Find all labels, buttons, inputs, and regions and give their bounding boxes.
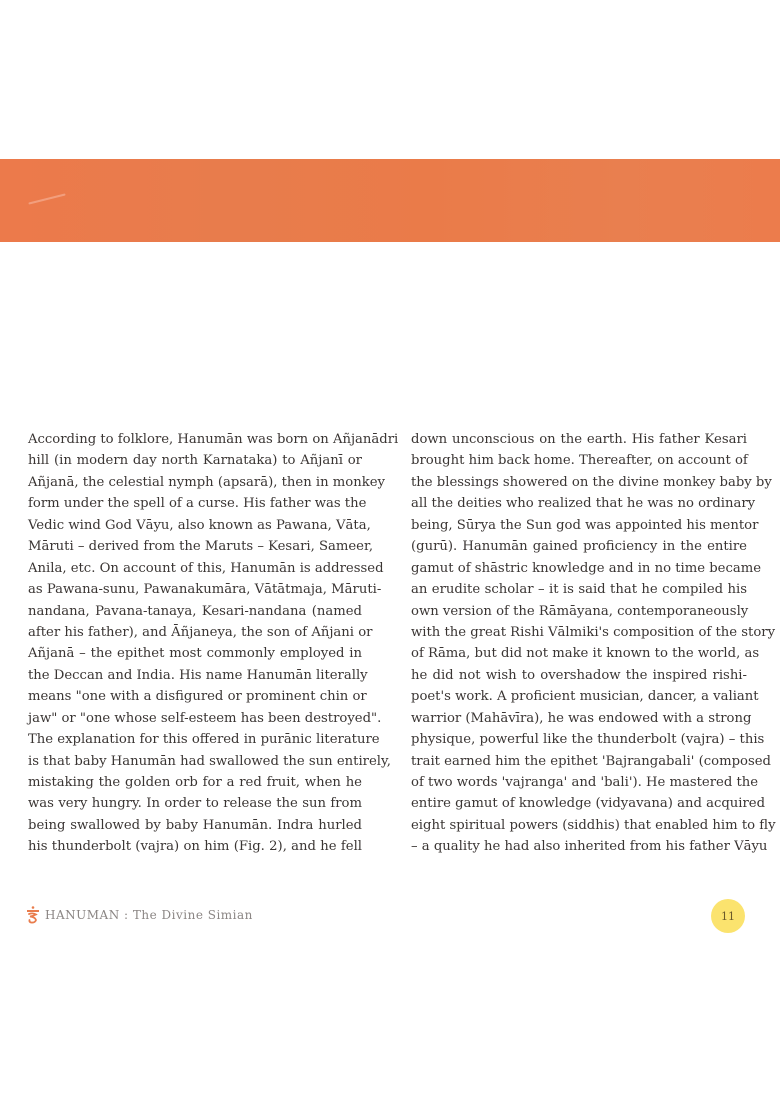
- text-line: his thunderbolt (vajra) on him (Fig. 2), and he fell: [28, 839, 362, 855]
- footer-book-title: HANUMAN : The Divine Simian: [45, 908, 253, 922]
- text-line: hill (in modern day north Karnataka) to Añjanī or: [28, 453, 362, 469]
- text-line: with the great Rishi Vālmiki's composition of the story: [411, 624, 776, 640]
- text-line: being swallowed by baby Hanumān. Indra hurled: [28, 817, 362, 833]
- text-line: Añjanā – the epithet most commonly employed in: [28, 646, 362, 662]
- text-line: was very hungry. In order to release the sun from: [28, 796, 362, 812]
- text-line: Anila, etc. On account of this, Hanumān is addressed: [28, 560, 384, 576]
- text-line: brought him back home. Thereafter, on account of: [411, 453, 748, 469]
- page-number-badge: [711, 899, 745, 933]
- text-line: The explanation for this offered in purānic literature: [28, 732, 380, 748]
- text-line: down unconscious on the earth. His father Kesari: [411, 432, 747, 447]
- page-number: 11: [721, 909, 735, 923]
- text-line: nandana, Pavana-tanaya, Kesari-nandana (named: [28, 603, 362, 619]
- devanagari-ha-icon: [27, 906, 39, 924]
- text-line: all the deities who realized that he was no ordinary: [411, 496, 756, 512]
- text-line: Añjanā, the celestial nymph (apsarā), then in monkey: [28, 474, 385, 490]
- text-line: after his father), and Āñjaneya, the son of Añjani or: [28, 624, 373, 640]
- text-line: jaw" or "one whose self-esteem has been destroyed".: [28, 710, 382, 726]
- header-color-band: [0, 159, 780, 242]
- running-footer: [27, 906, 253, 924]
- text-line: form under the spell of a curse. His father was the: [28, 496, 367, 512]
- text-line: of Rāma, but did not make it known to the world, as: [411, 646, 760, 662]
- text-line: Vedic wind God Vāyu, also known as Pawana, Vāta,: [28, 517, 371, 533]
- text-line: (gurū). Hanumān gained proficiency in the entire: [411, 539, 747, 555]
- text-line: warrior (Mahāvīra), he was endowed with a strong: [411, 710, 752, 726]
- text-line: eight spiritual powers (siddhis) that enabled him to fly: [411, 817, 776, 833]
- text-line: own version of the Rāmāyana, contemporaneously: [411, 603, 749, 619]
- text-line: According to folklore, Hanumān was born on Añjanādri: [28, 432, 399, 447]
- text-line: physique, powerful like the thunderbolt (vajra) – this: [411, 732, 765, 748]
- text-line: trait earned him the epithet 'Bajrangabali' (composed: [411, 753, 771, 769]
- text-line: he did not wish to overshadow the inspired rishi-: [411, 667, 747, 683]
- text-line: of two words 'vajranga' and 'bali'). He mastered the: [411, 775, 759, 790]
- text-line: the blessings showered on the divine monkey baby by: [411, 474, 772, 490]
- text-line: gamut of shāstric knowledge and in no time became: [411, 560, 762, 576]
- text-line: an erudite scholar – it is said that he compiled his: [411, 582, 747, 598]
- text-line: being, Sūrya the Sun god was appointed his mentor: [411, 517, 759, 533]
- text-column-left: [28, 429, 399, 858]
- text-line: Māruti – derived from the Maruts – Kesari, Sameer,: [28, 539, 374, 555]
- text-line: is that baby Hanumān had swallowed the sun entirely,: [28, 753, 391, 769]
- text-line: means "one with a disfigured or prominent chin or: [28, 689, 367, 705]
- text-column-right: [411, 429, 776, 858]
- text-line: entire gamut of knowledge (vidyavana) and acquired: [411, 796, 766, 812]
- text-line: the Deccan and India. His name Hanumān literally: [28, 667, 368, 683]
- text-line: poet's work. A proficient musician, dancer, a valiant: [411, 689, 759, 705]
- text-line: – a quality he had also inherited from his father Vāyu: [411, 839, 768, 855]
- text-line: as Pawana-sunu, Pawanakumāra, Vātātmaja, Māruti-: [28, 582, 382, 598]
- text-line: mistaking the golden orb for a red fruit, when he: [28, 775, 362, 790]
